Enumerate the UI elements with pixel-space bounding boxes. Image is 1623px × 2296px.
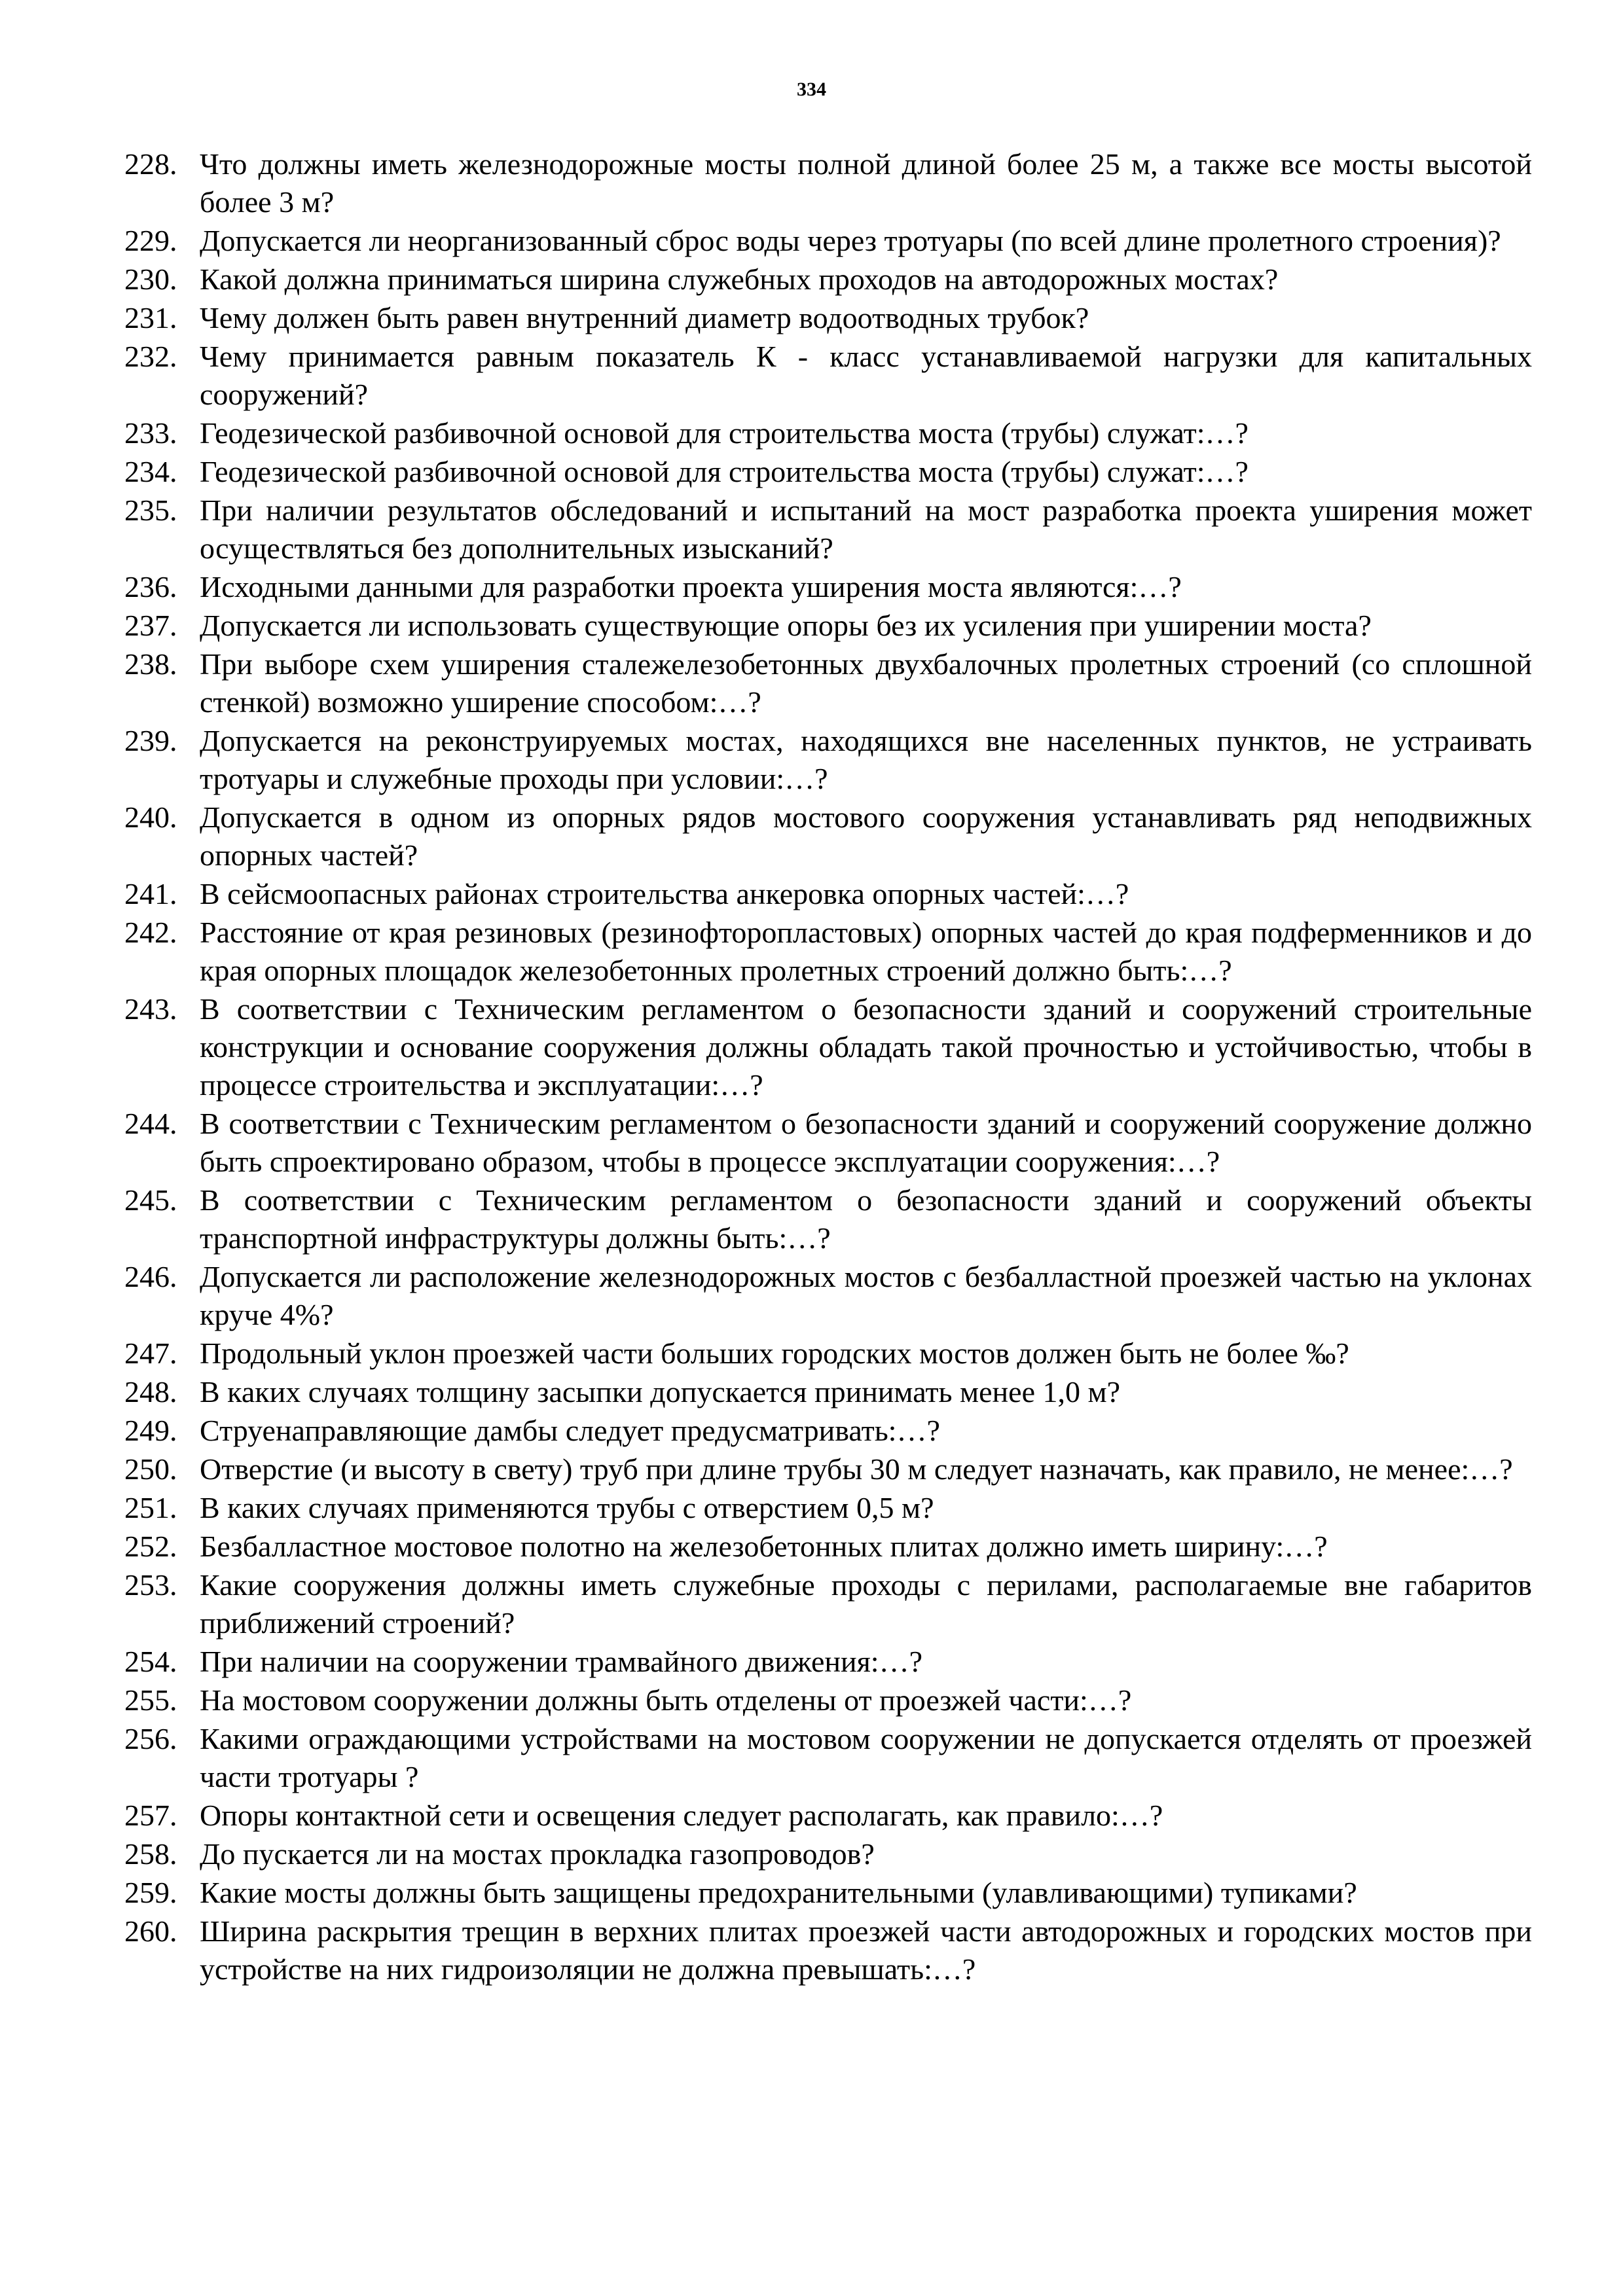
question-item xyxy=(124,222,1532,260)
question-text: Геодезической разбивочной основой для строительства моста (трубы) служат:…? xyxy=(200,455,1249,488)
question-text: Допускается ли неорганизованный сброс воды через тротуары (по всей длине пролетного строения)? xyxy=(200,224,1501,257)
question-item xyxy=(124,1643,1532,1681)
question-item xyxy=(124,1258,1532,1334)
question-text: Исходными данными для разработки проекта уширения моста являются:…? xyxy=(200,570,1182,603)
question-text: Допускается на реконструируемых мостах, находящихся вне населенных пунктов, не устраивать тротуары и служебные проходы при условии:…? xyxy=(200,724,1532,795)
question-number: 243. xyxy=(124,992,177,1026)
question-item xyxy=(124,1720,1532,1796)
question-number: 239. xyxy=(124,724,177,757)
question-number: 244. xyxy=(124,1107,177,1140)
question-item xyxy=(124,260,1532,298)
question-item xyxy=(124,453,1532,491)
question-item xyxy=(124,1874,1532,1912)
question-text: Какими ограждающими устройствами на мостовом сооружении не допускается отделять от проезжей части тротуары ? xyxy=(200,1722,1532,1793)
question-number: 247. xyxy=(124,1336,177,1370)
page-number: 334 xyxy=(797,79,826,100)
question-item xyxy=(124,1373,1532,1411)
question-number: 251. xyxy=(124,1491,177,1524)
question-number: 259. xyxy=(124,1876,177,1909)
question-item xyxy=(124,299,1532,337)
question-number: 252. xyxy=(124,1530,177,1563)
question-number: 254. xyxy=(124,1645,177,1678)
question-item xyxy=(124,645,1532,721)
question-text: Чему принимается равным показатель К - класс устанавливаемой нагрузки для капитальных сооружений? xyxy=(200,340,1532,411)
question-text: Допускается ли использовать существующие опоры без их усиления при уширении моста? xyxy=(200,609,1372,642)
question-text: Безбалластное мостовое полотно на железобетонных плитах должно иметь ширину:…? xyxy=(200,1530,1328,1563)
question-number: 248. xyxy=(124,1375,177,1408)
question-number: 235. xyxy=(124,493,177,527)
question-number: 234. xyxy=(124,455,177,488)
question-text: На мостовом сооружении должны быть отделены от проезжей части:…? xyxy=(200,1683,1132,1717)
question-item xyxy=(124,722,1532,798)
question-number: 245. xyxy=(124,1183,177,1217)
question-number: 228. xyxy=(124,147,177,181)
question-text: В соответствии с Техническим регламентом о безопасности зданий и сооружений строительные конструкции и основание сооружения должны обладать такой прочностью и устойчивостью, чтобы в процессе строительства и эксплуатации:…? xyxy=(200,992,1532,1102)
question-text: Что должны иметь железнодорожные мосты полной длиной более 25 м, а также все мосты высотой более 3 м? xyxy=(200,147,1532,219)
question-number: 253. xyxy=(124,1568,177,1602)
question-number: 232. xyxy=(124,340,177,373)
question-item xyxy=(124,875,1532,913)
question-number: 255. xyxy=(124,1683,177,1717)
question-text: Допускается ли расположение железнодорожных мостов с безбалластной проезжей частью на уклонах круче 4%? xyxy=(200,1260,1532,1331)
question-number: 242. xyxy=(124,916,177,949)
question-item xyxy=(124,1528,1532,1566)
question-item xyxy=(124,1681,1532,1719)
question-text: Струенаправляющие дамбы следует предусматривать:…? xyxy=(200,1414,940,1447)
question-text: При наличии результатов обследований и испытаний на мост разработка проекта уширения может осуществляться без дополнительных изысканий? xyxy=(200,493,1532,565)
question-text: Какие мосты должны быть защищены предохранительными (улавливающими) тупиками? xyxy=(200,1876,1357,1909)
question-text: В сейсмоопасных районах строительства анкеровка опорных частей:…? xyxy=(200,877,1129,910)
question-number: 233. xyxy=(124,416,177,450)
question-number: 237. xyxy=(124,609,177,642)
question-item xyxy=(124,145,1532,221)
question-text: Продольный уклон проезжей части больших городских мостов должен быть не более ‰? xyxy=(200,1336,1349,1370)
question-item xyxy=(124,607,1532,645)
question-item xyxy=(124,990,1532,1104)
question-number: 256. xyxy=(124,1722,177,1755)
question-text: В каких случаях толщину засыпки допускается принимать менее 1,0 м? xyxy=(200,1375,1121,1408)
question-item xyxy=(124,1566,1532,1642)
question-text: Чему должен быть равен внутренний диаметр водоотводных трубок? xyxy=(200,301,1089,334)
question-number: 258. xyxy=(124,1837,177,1871)
question-text: В каких случаях применяются трубы с отверстием 0,5 м? xyxy=(200,1491,934,1524)
question-number: 249. xyxy=(124,1414,177,1447)
question-text: Отверстие (и высоту в свету) труб при длине трубы 30 м следует назначать, как правило, не менее:…? xyxy=(200,1452,1513,1486)
question-item xyxy=(124,1181,1532,1257)
question-item xyxy=(124,414,1532,452)
question-text: При выборе схем уширения сталежелезобетонных двухбалочных пролетных строений (со сплошной стенкой) возможно уширение способом:…? xyxy=(200,647,1532,719)
question-number: 238. xyxy=(124,647,177,681)
question-item xyxy=(124,492,1532,567)
question-text: Расстояние от края резиновых (резинофторопластовых) опорных частей до края подферменников и до края опорных площадок железобетонных пролетных строений должно быть:…? xyxy=(200,916,1532,987)
question-text: В соответствии с Техническим регламентом о безопасности зданий и сооружений сооружение должно быть спроектировано образом, чтобы в процессе эксплуатации сооружения:…? xyxy=(200,1107,1532,1178)
question-item xyxy=(124,1335,1532,1372)
question-item xyxy=(124,798,1532,874)
question-text: Ширина раскрытия трещин в верхних плитах проезжей части автодорожных и городских мостов при устройстве на них гидроизоляции не должна превышать:…? xyxy=(200,1914,1532,1986)
question-item xyxy=(124,1412,1532,1450)
question-text: При наличии на сооружении трамвайного движения:…? xyxy=(200,1645,922,1678)
question-item xyxy=(124,1835,1532,1873)
question-number: 236. xyxy=(124,570,177,603)
question-item xyxy=(124,1450,1532,1488)
question-list xyxy=(124,145,1532,1989)
question-number: 229. xyxy=(124,224,177,257)
question-text: В соответствии с Техническим регламентом о безопасности зданий и сооружений объекты транспортной инфраструктуры должны быть:…? xyxy=(200,1183,1532,1255)
question-number: 257. xyxy=(124,1799,177,1832)
question-number: 260. xyxy=(124,1914,177,1948)
question-text: Опоры контактной сети и освещения следует располагать, как правило:…? xyxy=(200,1799,1163,1832)
question-text: Какие сооружения должны иметь служебные проходы с перилами, располагаемые вне габаритов приближений строений? xyxy=(200,1568,1532,1640)
question-text: До пускается ли на мостах прокладка газопроводов? xyxy=(200,1837,875,1871)
question-item xyxy=(124,338,1532,414)
question-number: 231. xyxy=(124,301,177,334)
question-number: 230. xyxy=(124,262,177,296)
question-number: 240. xyxy=(124,800,177,834)
question-item xyxy=(124,568,1532,606)
question-item xyxy=(124,1105,1532,1181)
question-text: Геодезической разбивочной основой для строительства моста (трубы) служат:…? xyxy=(200,416,1249,450)
question-text: Какой должна приниматься ширина служебных проходов на автодорожных мостах? xyxy=(200,262,1279,296)
question-number: 246. xyxy=(124,1260,177,1293)
question-item xyxy=(124,1912,1532,1988)
question-text: Допускается в одном из опорных рядов мостового сооружения устанавливать ряд неподвижных опорных частей? xyxy=(200,800,1532,872)
question-number: 241. xyxy=(124,877,177,910)
question-item xyxy=(124,1797,1532,1835)
question-item xyxy=(124,1489,1532,1527)
question-number: 250. xyxy=(124,1452,177,1486)
question-item xyxy=(124,914,1532,990)
